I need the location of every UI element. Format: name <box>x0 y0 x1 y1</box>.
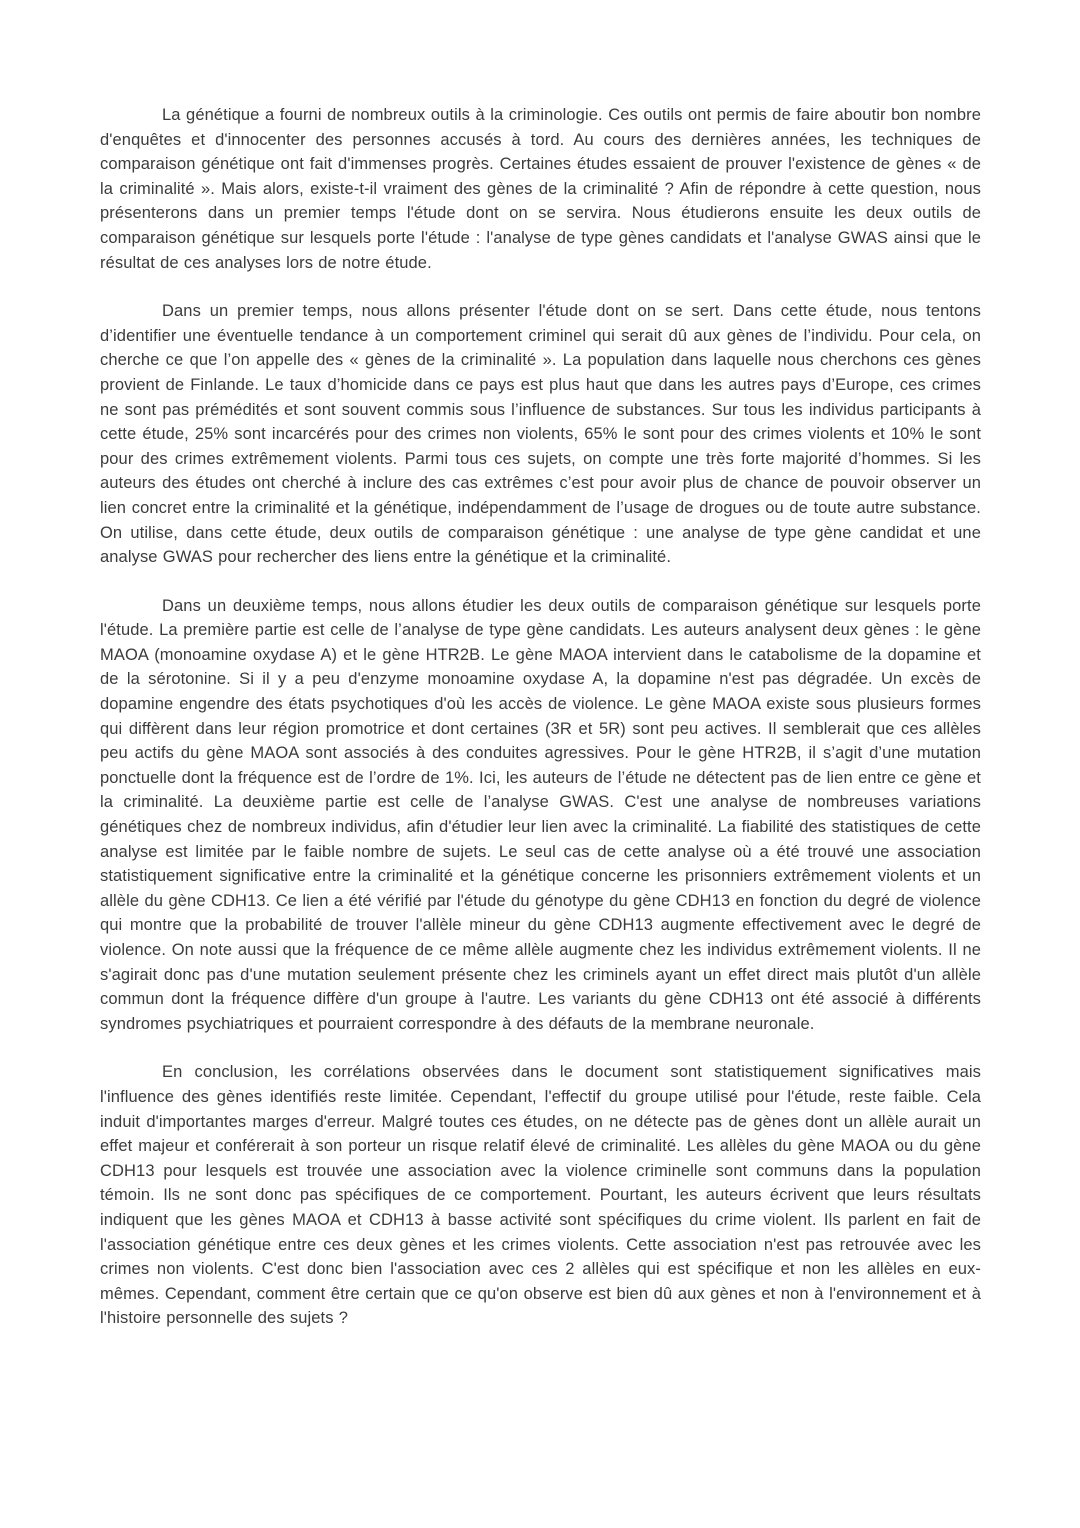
paragraph-study-presentation: Dans un premier temps, nous allons présenter l'étude dont on se sert. Dans cette étude, nous tentons d’identifier une éventuelle tendance à un comportement criminel qui serait dû aux gènes de l’individu. Pour cela, on cherche ce que l’on appelle des « gènes de la criminalité ». La population dans laquelle nous cherchons ces gènes provient de Finlande. Le taux d’homicide dans ce pays est plus haut que dans les autres pays d’Europe, ces crimes ne sont pas prémédités et sont souvent commis sous l’influence de substances. Sur tous les individus participants à cette étude, 25% sont incarcérés pour des crimes non violents, 65% le sont pour des crimes violents et 10% le sont pour des crimes extrêmement violents. Parmi tous ces sujets, on compte une très forte majorité d’hommes. Si les auteurs des études ont cherché à inclure des cas extrêmes c’est pour avoir plus de chance de pouvoir observer un lien concret entre la criminalité et la génétique, indépendamment de l’usage de drogues ou de toute autre substance. On utilise, dans cette étude, deux outils de comparaison génétique : une analyse de type gène candidat et une analyse GWAS pour rechercher des liens entre la génétique et la criminalité. <box>100 302 981 567</box>
document-body <box>100 103 981 1331</box>
paragraph-conclusion: En conclusion, les corrélations observées dans le document sont statistiquement significatives mais l'influence des gènes identifiés reste limitée. Cependant, l'effectif du groupe utilisé pour l'étude, reste faible. Cela induit d'importantes marges d'erreur. Malgré toutes ces études, on ne détecte pas de gènes dont un allèle aurait un effet majeur et conférerait à son porteur un risque relatif élevé de criminalité. Les allèles du gène MAOA ou du gène CDH13 pour lesquels est trouvée une association avec la violence criminelle sont communs dans la population témoin. Ils ne sont donc pas spécifiques de ce comportement. Pourtant, les auteurs écrivent que leurs résultats indiquent que les gènes MAOA et CDH13 à basse activité sont spécifiques du crime violent. Ils parlent en fait de l'association génétique entre ces deux gènes et les crimes violents. Cette association n'est pas retrouvée avec les crimes non violents. C'est donc bien l'association avec ces 2 allèles qui est spécifique et non les allèles en eux-mêmes. Cependant, comment être certain que ce qu'on observe est bien dû aux gènes et non à l'environnement et à l'histoire personnelle des sujets ? <box>100 1063 981 1328</box>
paragraph-genetic-comparison-tools: Dans un deuxième temps, nous allons étudier les deux outils de comparaison génétique sur lesquels porte l'étude. La première partie est celle de l’analyse de type gène candidats. Les auteurs analysent deux gènes : le gène MAOA (monoamine oxydase A) et le gène HTR2B. Le gène MAOA intervient dans le catabolisme de la dopamine et de la sérotonine. Si il y a peu d'enzyme monoamine oxydase A, la dopamine n'est pas dégradée. Un excès de dopamine engendre des états psychotiques d'où les accès de violence. Le gène MAOA existe sous plusieurs formes qui diffèrent dans leur région promotrice et dont certaines (3R et 5R) sont peu actives. Il semblerait que ces allèles peu actifs du gène MAOA sont associés à des conduites agressives. Pour le gène HTR2B, il s’agit d’une mutation ponctuelle dont la fréquence est de l’ordre de 1%. Ici, les auteurs de l’étude ne détectent pas de lien entre ce gène et la criminalité. La deuxième partie est celle de l’analyse GWAS. C'est une analyse de nombreuses variations génétiques chez de nombreux individus, afin d'étudier leur lien avec la criminalité. La fiabilité des statistiques de cette analyse est limitée par le faible nombre de sujets. Le seul cas de cette analyse où a été trouvé une association statistiquement significative entre la criminalité et la génétique concerne les prisonniers extrêmement violents et un allèle du gène CDH13. Ce lien a été vérifié par l'étude du génotype du gène CDH13 en fonction du degré de violence qui montre que la probabilité de trouver l'allèle mineur du gène CDH13 augmente effectivement avec le degré de violence. On note aussi que la fréquence de ce même allèle augmente chez les individus extrêmement violents. Il ne s'agirait donc pas d'une mutation seulement présente chez les criminels ayant un effet direct mais plutôt d'un allèle commun dont la fréquence diffère d'un groupe à l'autre. Les variants du gène CDH13 ont été associé à différents syndromes psychiatriques et pourraient correspondre à des défauts de la membrane neuronale. <box>100 596 981 1033</box>
paragraph-introduction: La génétique a fourni de nombreux outils à la criminologie. Ces outils ont permis de faire aboutir bon nombre d'enquêtes et d'innocenter des personnes accusés à tord. Au cours des dernières années, les techniques de comparaison génétique ont fait d'immenses progrès. Certaines études essaient de prouver l'existence de gènes « de la criminalité ». Mais alors, existe-t-il vraiment des gènes de la criminalité ? Afin de répondre à cette question, nous présenterons dans un premier temps l'étude dont on se servira. Nous étudierons ensuite les deux outils de comparaison génétique sur lesquels porte l'étude : l'analyse de type gènes candidats et l'analyse GWAS ainsi que le résultat de ces analyses lors de notre étude. <box>100 106 981 272</box>
